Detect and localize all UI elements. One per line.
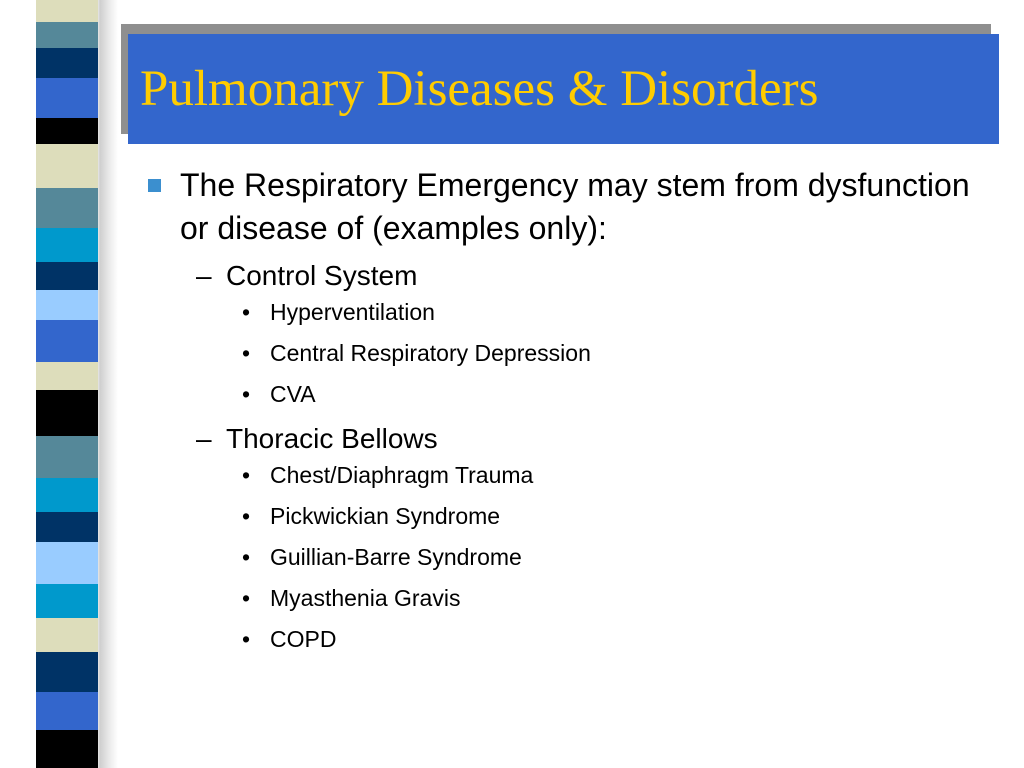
bullet-level-3 bbox=[138, 298, 978, 326]
bullet-level-3 bbox=[138, 502, 978, 530]
decorative-stripe bbox=[36, 48, 98, 78]
decorative-stripe bbox=[36, 362, 98, 390]
decorative-stripe bbox=[36, 584, 98, 618]
bullet-level-3 bbox=[138, 625, 978, 653]
bullet-level-3 bbox=[138, 543, 978, 571]
bullet-level-3 bbox=[138, 461, 978, 489]
bullet-text: The Respiratory Emergency may stem from dysfunction or disease of (examples only): bbox=[180, 167, 970, 246]
item-text: Central Respiratory Depression bbox=[270, 340, 591, 366]
bullet-level-1 bbox=[138, 164, 978, 250]
dot-bullet-icon: • bbox=[242, 503, 251, 529]
bullet-level-2 bbox=[138, 258, 978, 294]
item-text: Myasthenia Gravis bbox=[270, 585, 461, 611]
item-text: Hyperventilation bbox=[270, 299, 435, 325]
dash-bullet-icon: – bbox=[196, 260, 212, 291]
dot-bullet-icon: • bbox=[242, 462, 251, 488]
decorative-stripe bbox=[36, 144, 98, 188]
slide-content bbox=[138, 164, 978, 666]
dot-bullet-icon: • bbox=[242, 585, 251, 611]
decorative-stripe bbox=[36, 436, 98, 478]
item-text: Chest/Diaphragm Trauma bbox=[270, 462, 534, 488]
dash-bullet-icon: – bbox=[196, 423, 212, 454]
decorative-stripe bbox=[36, 692, 98, 730]
bullet-level-3 bbox=[138, 584, 978, 612]
decorative-stripe bbox=[36, 390, 98, 436]
decorative-stripe bbox=[36, 652, 98, 692]
decorative-stripe bbox=[36, 542, 98, 584]
dot-bullet-icon: • bbox=[242, 299, 251, 325]
decorative-stripe bbox=[36, 188, 98, 228]
slide-title: Pulmonary Diseases & Disorders bbox=[140, 60, 819, 117]
decorative-stripe-column bbox=[0, 0, 118, 768]
subitem-text: Thoracic Bellows bbox=[226, 423, 438, 454]
title-box bbox=[128, 34, 999, 144]
item-text: COPD bbox=[270, 626, 337, 652]
item-text: Guillian-Barre Syndrome bbox=[270, 544, 522, 570]
square-bullet-icon bbox=[148, 179, 161, 192]
decorative-stripe bbox=[36, 22, 98, 48]
bullet-level-2 bbox=[138, 421, 978, 457]
decorative-stripe bbox=[36, 0, 98, 22]
decorative-stripe bbox=[36, 118, 98, 144]
dot-bullet-icon: • bbox=[242, 381, 251, 407]
decorative-stripe bbox=[36, 290, 98, 320]
bullet-level-3 bbox=[138, 339, 978, 367]
dot-bullet-icon: • bbox=[242, 626, 251, 652]
decorative-stripe bbox=[36, 320, 98, 362]
dot-bullet-icon: • bbox=[242, 544, 251, 570]
bullet-level-3 bbox=[138, 380, 978, 408]
decorative-stripe bbox=[36, 618, 98, 652]
decorative-stripe bbox=[36, 228, 98, 262]
decorative-stripe-bar bbox=[36, 0, 98, 768]
decorative-stripe bbox=[36, 730, 98, 768]
decorative-stripe bbox=[36, 512, 98, 542]
subitem-text: Control System bbox=[226, 260, 418, 291]
decorative-stripe bbox=[36, 78, 98, 118]
decorative-stripe bbox=[36, 262, 98, 290]
decorative-stripe bbox=[36, 478, 98, 512]
item-text: Pickwickian Syndrome bbox=[270, 503, 501, 529]
dot-bullet-icon: • bbox=[242, 340, 251, 366]
item-text: CVA bbox=[270, 381, 316, 407]
